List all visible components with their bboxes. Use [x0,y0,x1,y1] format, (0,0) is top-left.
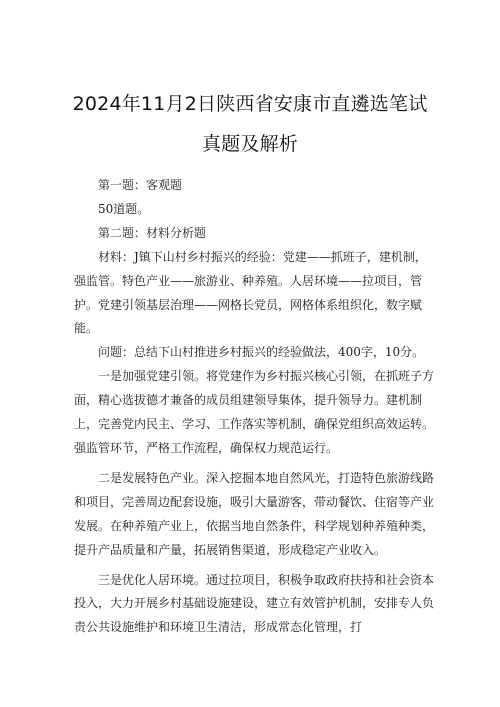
paragraph-question: 问题：总结下山村推进乡村振兴的经验做法，400字，10分。 [98,345,425,360]
paragraph-answer-2: 二是发展特色产业。深入挖掘本地自然风光，打造特色旅游线路和项目，完善周边配套设施，吸引大量游客，带动餐饮、住宿等产业发展。在种养殖产业上，依据当地自然条件，科学规划种养殖种类，提升产品质量和产量，拓展销售渠道，形成稳定产业收入。 [74,470,435,557]
section-heading-objective: 第一题：客观题 [98,178,183,192]
document-title: 2024年11月2日陕西省安康市直遴选笔试 [72,93,428,115]
document-subtitle: 真题及解析 [201,133,298,155]
paragraph-question-count: 50道题。 [98,201,150,216]
paragraph-answer-1: 一是加强党建引领。将党建作为乡村振兴核心引领，在抓班子方面，精心选拔德才兼备的成员组建领导集体，提升领导力。建机制上，完善党内民主、学习、工作落实等机制，确保党组织高效运转。强监管环节，严格工作流程，确保权力规范运行。 [74,369,435,455]
paragraph-material: 材料：J镇下山村乡村振兴的经验：党建——抓班子，建机制，强监管。特色产业——旅游业、种养殖。人居环境——拉项目，管护。党建引领基层治理——网格长党员，网格体系组织化，数字赋能。 [74,249,427,336]
section-heading-analysis: 第二题：材料分析题 [98,225,207,240]
paragraph-answer-3: 三是优化人居环境。通过拉项目，积极争取政府扶持和社会资本投入，大力开展乡村基础设施建设，建立有效管护机制，安排专人负责公共设施维护和环境卫生清洁，形成常态化管理，打 [74,572,435,635]
document-body [74,174,434,640]
